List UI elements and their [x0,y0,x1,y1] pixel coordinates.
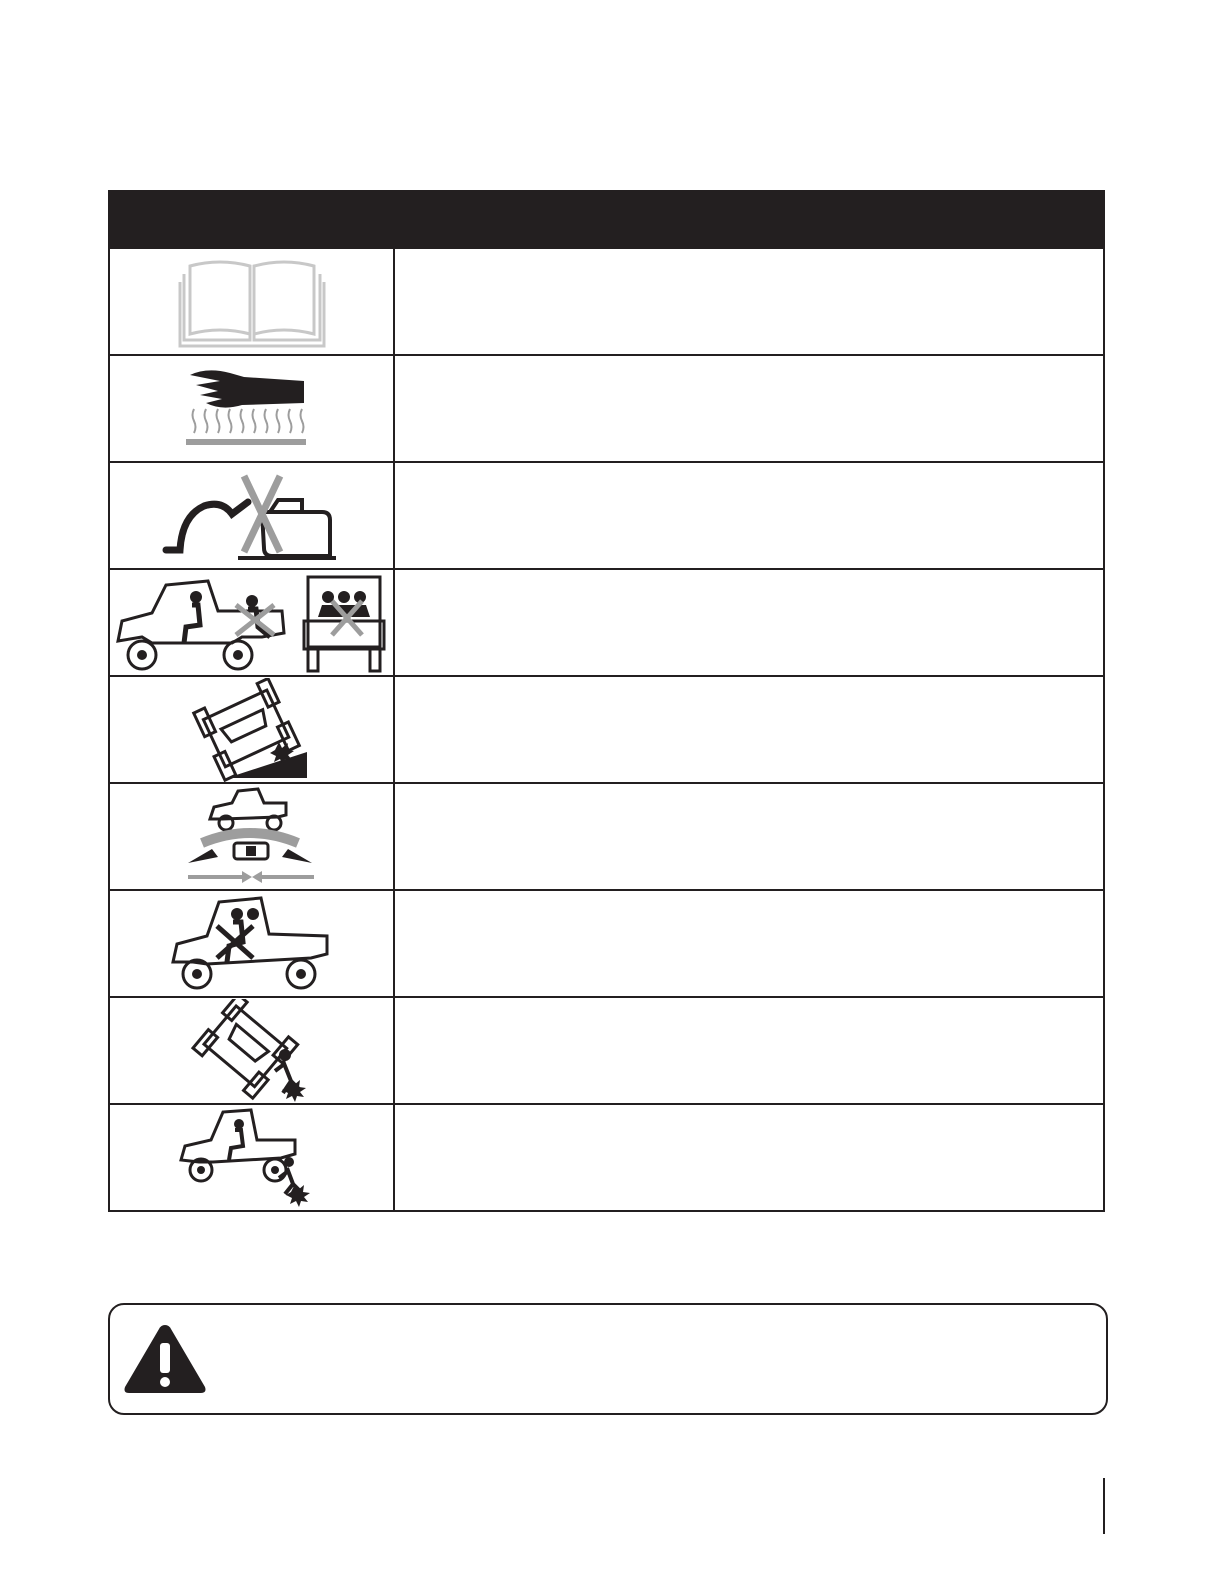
row-description [395,784,1103,889]
row-description [395,570,1103,675]
row-description [395,356,1103,461]
row-description [395,249,1103,354]
rollover-hazard-icon [187,678,317,782]
table-header [110,192,1103,247]
ejection-hazard-icon [187,999,317,1103]
table-row [110,675,1103,782]
table-row [110,354,1103,461]
page-rule [1103,1478,1105,1534]
table-row [110,782,1103,889]
table-row [110,996,1103,1103]
table-row [110,568,1103,675]
warning-box [108,1303,1108,1415]
table-row [110,461,1103,568]
row-description [395,463,1103,568]
row-description [395,998,1103,1103]
stability-turning-icon [182,785,322,889]
row-description [395,891,1103,996]
row-description [395,1105,1103,1210]
no-passengers-in-cargo-icon [112,571,392,675]
hot-surface-icon [182,359,322,459]
safety-symbols-table [108,190,1105,1212]
table-row [110,247,1103,354]
table-row [110,1103,1103,1210]
row-description [395,677,1103,782]
table-row [110,889,1103,996]
keep-limbs-inside-icon [177,1106,327,1210]
warning-triangle-icon [121,1321,209,1397]
no-fuel-when-hot-icon [152,466,352,566]
read-manual-icon [172,252,332,352]
no-extra-riders-icon [167,892,337,996]
